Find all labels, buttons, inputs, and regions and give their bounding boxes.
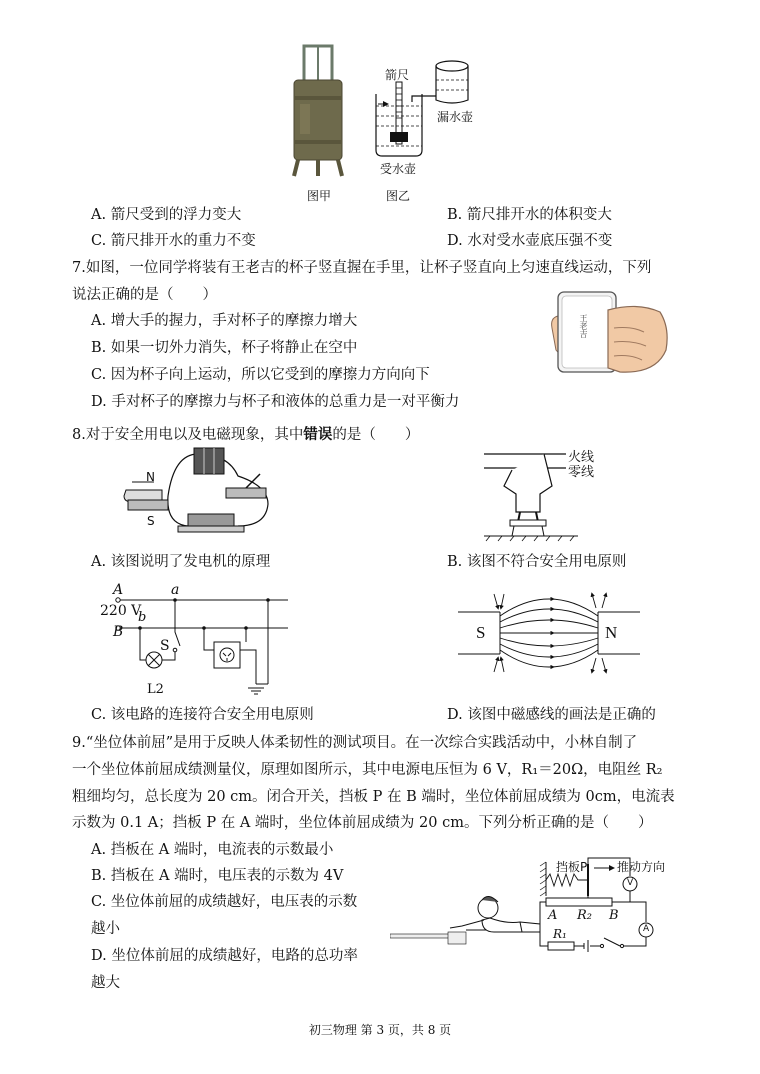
q9-stem-line4: 示数为 0.1 A；挡板 P 在 A 端时，坐位体前屈成绩为 20 cm。下列分析正确的是（ ） <box>72 815 653 831</box>
q7-option-d: D. 手对杯子的摩擦力与杯子和液体的总重力是一对平衡力 <box>91 394 460 410</box>
q9-fig-label-R2: R₂ <box>577 908 592 923</box>
q8-figA-apparatus <box>118 446 278 542</box>
q9-option-c-line2: 越小 <box>91 921 120 937</box>
q8-figD-label-S: S <box>476 623 486 642</box>
q6-option-c: C. 箭尺排开水的重力不变 <box>91 233 256 249</box>
q9-fig-label-dangban-text: 挡板P <box>556 860 588 874</box>
q8-figB-label-huoxian: 火线 <box>568 450 595 465</box>
q9-stem-line1: 9.“坐位体前屈”是用于反映人体柔韧性的测试项目。在一次综合实践活动中，小林自制了 <box>72 735 638 751</box>
q8-figC-label-S: S <box>160 638 170 654</box>
q7-stem-line2: 说法正确的是（ ） <box>72 287 217 303</box>
page-footer: 初三物理 第 3 页，共 8 页 <box>308 1023 452 1037</box>
q8-figC-label-L2: L2 <box>147 682 164 697</box>
q7-option-c: C. 因为杯子向上运动，所以它受到的摩擦力方向向下 <box>91 367 430 383</box>
q6-figure-yi-caption: 图乙 <box>386 189 411 203</box>
q8-figC-label-b: b <box>138 610 147 625</box>
q7-option-a: A. 增大手的握力，手对杯子的摩擦力增大 <box>91 313 358 329</box>
q9-option-d-line2: 越大 <box>91 975 120 991</box>
q9-fig-label-tuidong: 推动方向 <box>617 860 666 874</box>
q7-option-b: B. 如果一切外力消失，杯子将静止在空中 <box>91 340 358 356</box>
q6-figure-jia-vessel <box>286 44 350 178</box>
q6-label-shoushuihu: 受水壶 <box>380 162 417 176</box>
q9-stem-line3: 粗细均匀，总长度为 20 cm。闭合开关，挡板 P 在 B 端时，坐位体前屈成绩为 0cm，电流表 <box>72 789 675 805</box>
q6-option-d: D. 水对受水壶底压强不变 <box>447 233 613 249</box>
q9-fig-label-dangban <box>556 858 587 875</box>
q9-option-a: A. 挡板在 A 端时，电流表的示数最小 <box>91 842 334 858</box>
q7-stem-line1: 7.如图，一位同学将装有王老吉的杯子竖直握在手里，让杯子竖直向上匀速直线运动，下列 <box>72 260 652 276</box>
q8-figB-label-lingxian: 零线 <box>568 465 595 480</box>
q9-stem-line2: 一个坐位体前屈成绩测量仪，原理如图所示，其中电源电压恒为 6 V，R₁＝20Ω，电阻丝 R₂ <box>72 762 663 778</box>
q6-option-a: A. 箭尺受到的浮力变大 <box>91 207 242 223</box>
q9-option-b: B. 挡板在 A 端时，电压表的示数为 4V <box>91 868 344 884</box>
q8-figA-label-N: N <box>146 470 155 484</box>
q8-stem <box>72 426 419 444</box>
q8-option-d: D. 该图中磁感线的画法是正确的 <box>447 707 656 723</box>
q8-figD-label-N: N <box>605 623 618 642</box>
q6-option-b: B. 箭尺排开水的体积变大 <box>447 207 612 223</box>
q8-option-a: A. 该图说明了发电机的原理 <box>91 554 271 570</box>
q8-option-c: C. 该电路的连接符合安全用电原则 <box>91 707 314 723</box>
q8-figC-circuit <box>96 584 292 700</box>
q9-option-d-line1: D. 坐位体前屈的成绩越好，电路的总功率 <box>91 948 358 964</box>
q8-option-b: B. 该图不符合安全用电原则 <box>447 554 627 570</box>
q8-figC-label-A: A <box>113 582 124 598</box>
q8-figC-label-a: a <box>171 582 180 598</box>
q8-figA-label-S: S <box>147 514 155 528</box>
q6-figure-jia-caption: 图甲 <box>307 189 332 203</box>
q7-cup-in-hand-image <box>548 288 672 378</box>
q8-figC-label-voltage: 220 V <box>100 603 142 619</box>
q9-option-c-line1: C. 坐位体前屈的成绩越好，电压表的示数 <box>91 894 358 910</box>
q9-fig-ammeter-label: A <box>643 924 650 934</box>
q8-figC-label-B: B <box>113 624 124 640</box>
q7-cup-text: 王老吉 <box>579 314 588 338</box>
q8-stem-pre: 8.对于安全用电以及电磁现象，其中 <box>72 427 304 443</box>
q8-stem-post: 的是（ ） <box>332 427 420 443</box>
q9-fig-voltmeter-label: V <box>627 878 634 888</box>
q9-fig-label-R1: R₁ <box>553 927 567 941</box>
q6-label-jianchi: 箭尺 <box>385 68 410 82</box>
q9-fig-label-B: B <box>609 908 619 923</box>
q9-fig-label-A: A <box>548 908 558 923</box>
q8-stem-bold: 错误 <box>303 426 333 443</box>
q6-label-loushuihu: 漏水壶 <box>437 110 474 124</box>
